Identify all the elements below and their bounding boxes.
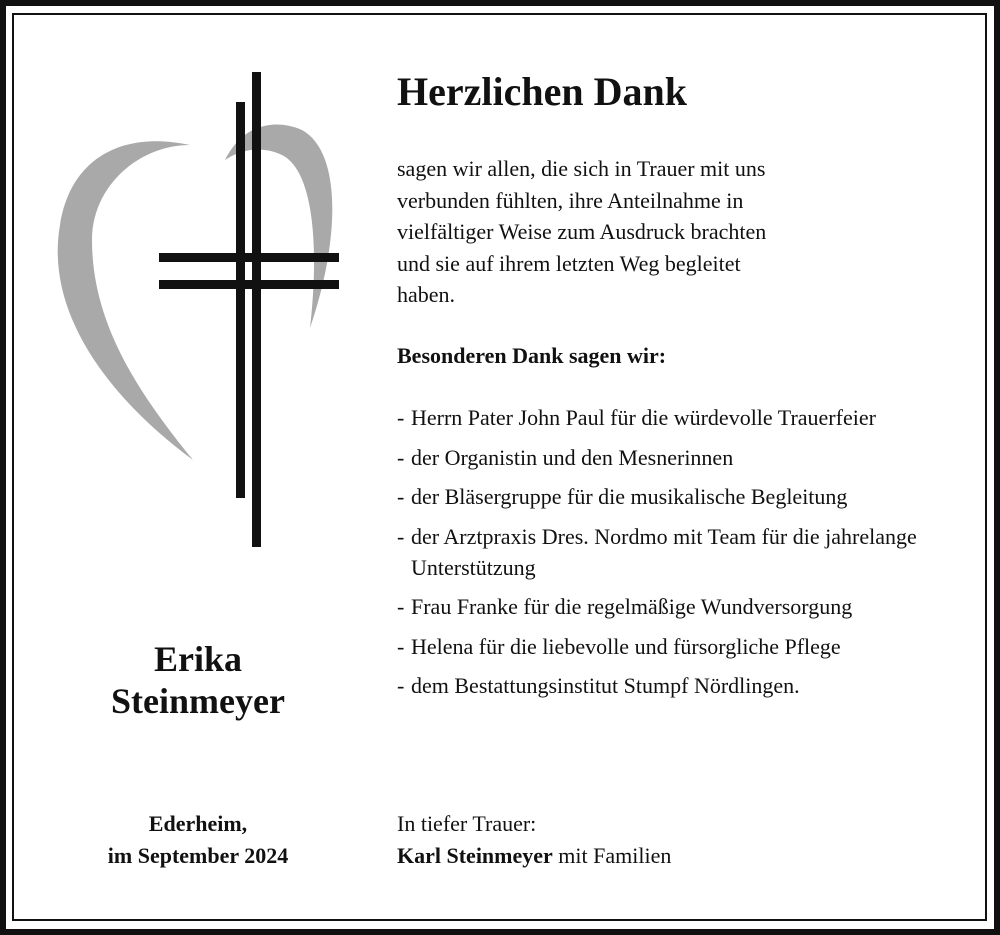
list-item — [397, 631, 977, 662]
list-dash: - — [397, 405, 405, 430]
list-dash: - — [397, 594, 405, 619]
list-item — [397, 481, 977, 512]
place-date — [60, 808, 336, 872]
page-title: Herzlichen Dank — [397, 69, 687, 114]
list-dash: - — [397, 673, 405, 698]
signature-name: Karl Steinmeyer — [397, 843, 553, 868]
list-item-text: dem Bestattungsinstitut Stumpf Nördlingen. — [411, 673, 800, 698]
signature-intro: In tiefer Trauer: — [397, 811, 537, 836]
list-item — [397, 521, 977, 583]
list-item-text: Frau Franke für die regelmäßige Wundversorgung — [411, 594, 853, 619]
thanks-heading: Besonderen Dank sagen wir: — [397, 343, 667, 368]
list-item-text: der Organistin und den Mesnerinnen — [411, 444, 734, 470]
intro-line: verbunden fühlten, ihre Anteilnahme in — [397, 187, 744, 213]
list-item-text: Helena für die liebevolle und fürsorgliche Pflege — [411, 633, 841, 659]
list-item — [397, 591, 977, 622]
signature-line — [397, 840, 671, 872]
list-item-text: der Arztpraxis Dres. Nordmo mit Team für die jahrelange Unterstützung — [411, 523, 917, 580]
list-item-text: Herrn Pater John Paul für die würdevolle Trauerfeier — [411, 405, 876, 430]
deceased-name — [60, 638, 336, 722]
intro-line: und sie auf ihrem letzten Weg begleitet — [397, 250, 741, 276]
signature-suffix: mit Familien — [558, 843, 672, 868]
intro-line: haben. — [397, 282, 456, 307]
intro-paragraph — [397, 153, 867, 311]
place-text: Ederheim, — [148, 811, 248, 836]
list-item — [397, 442, 977, 473]
list-item-text: der Bläsergruppe für die musikalische Begleitung — [411, 484, 848, 509]
thanks-list — [397, 402, 977, 710]
heart-with-cross-icon — [40, 60, 350, 560]
list-item — [397, 402, 977, 433]
deceased-last-name: Steinmeyer — [111, 681, 285, 721]
list-dash: - — [397, 633, 405, 659]
list-dash: - — [397, 444, 405, 470]
date-text: im September 2024 — [107, 843, 289, 868]
heart-outline — [58, 124, 333, 460]
deceased-first-name: Erika — [153, 639, 242, 679]
list-item — [397, 670, 977, 701]
intro-line: sagen wir allen, die sich in Trauer mit uns — [397, 156, 766, 181]
list-dash: - — [397, 523, 405, 549]
list-dash: - — [397, 484, 405, 509]
intro-line: vielfältiger Weise zum Ausdruck brachten — [397, 219, 767, 244]
signature-block — [397, 808, 671, 872]
